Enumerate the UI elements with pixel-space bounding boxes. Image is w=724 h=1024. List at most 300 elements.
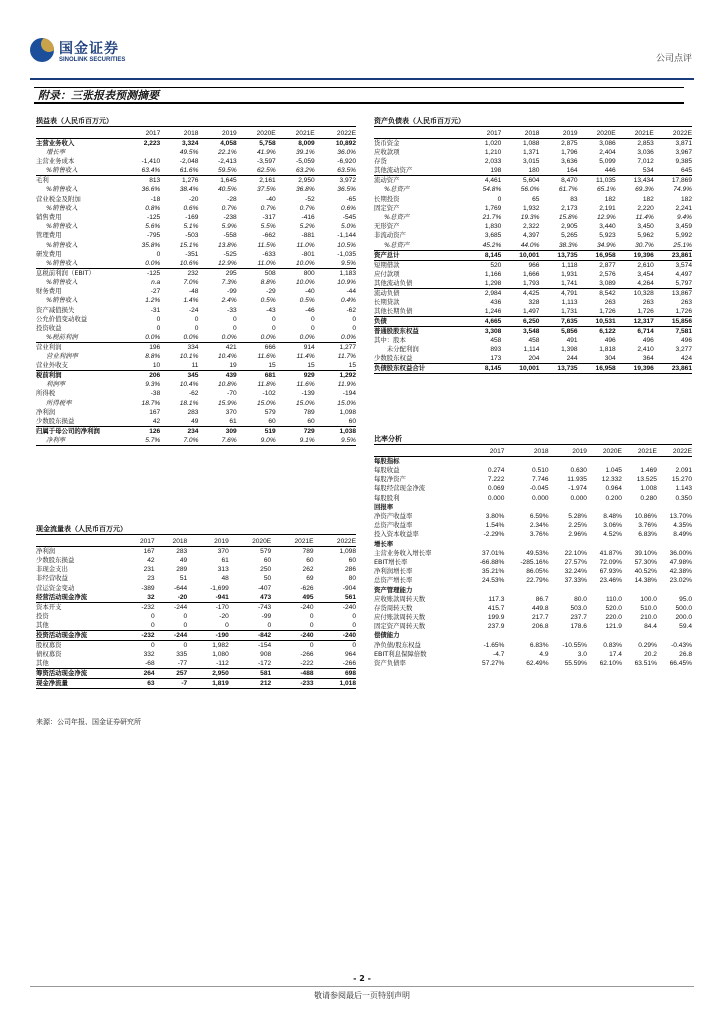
table-cell: 5,962 — [637, 232, 654, 240]
table-cell — [466, 503, 504, 512]
table-cell: 263 — [604, 298, 616, 306]
table-cell: 0.5% — [299, 297, 315, 305]
table-row — [36, 399, 356, 408]
table-cell: -44 — [346, 288, 356, 296]
table-cell: 11.7% — [337, 353, 356, 361]
row-label: 其中：股本 — [374, 335, 406, 344]
table-cell: 62.10% — [599, 660, 622, 668]
table-cell: 13.8% — [218, 241, 237, 249]
table-cell: -40 — [266, 195, 276, 203]
year-header-cell: 2021E — [276, 129, 315, 139]
row-label: 净利润 — [36, 407, 56, 416]
row-label: %总资产 — [374, 241, 466, 251]
year-header-cell: 2020E — [578, 129, 616, 139]
table-cell: 0 — [233, 315, 237, 323]
table-cell: 496 — [642, 336, 654, 344]
row-label: 股权募资 — [36, 640, 62, 649]
table-row — [36, 157, 356, 166]
table-cell: -112 — [187, 659, 229, 669]
table-cell: 60 — [306, 557, 314, 565]
table-cell: 0 — [309, 641, 314, 649]
table-cell: 1,731 — [539, 307, 577, 317]
year-header-cell: 2019 — [187, 537, 229, 547]
table-cell: 3,685 — [484, 232, 502, 240]
table-cell: 15.270 — [671, 476, 692, 484]
table-cell: 2,220 — [637, 204, 654, 212]
table-cell: -558 — [223, 232, 237, 240]
row-label: 流动资产 — [374, 176, 400, 185]
row-label: 货币资金 — [374, 139, 400, 147]
table-cell: 3,324 — [181, 140, 199, 147]
row-label: 研发费用 — [36, 249, 62, 258]
table-row — [36, 602, 356, 612]
table-cell: 38.3% — [539, 241, 577, 251]
table-cell: -644 — [174, 584, 188, 592]
table-cell: 6.59% — [529, 513, 549, 521]
table-cell: 210.0 — [640, 614, 657, 622]
table-cell — [466, 540, 504, 549]
table-cell: 681 — [264, 372, 276, 380]
table-cell — [587, 631, 622, 640]
row-label: 存货 — [374, 157, 387, 166]
row-label: 资产负债率 — [374, 659, 406, 668]
table-cell: 1,741 — [539, 279, 577, 289]
table-cell: 3,308 — [484, 327, 502, 335]
table-cell: 666 — [264, 344, 276, 351]
table-cell: 35.8% — [141, 241, 161, 249]
table-cell: -795 — [147, 232, 161, 240]
table-cell: 2.25% — [568, 522, 587, 530]
table-cell: 10,001 — [501, 250, 539, 260]
table-cell: 2,033 — [484, 158, 502, 166]
table-row — [36, 231, 356, 240]
year-header-cell: 2022E — [315, 129, 356, 139]
year-header-cell: 2019 — [198, 129, 236, 139]
table-cell: 3.80% — [485, 513, 505, 521]
table-cell: 1,038 — [339, 427, 356, 435]
table-cell — [657, 503, 692, 512]
table-cell: 25.1% — [654, 241, 692, 251]
table-cell: 9.1% — [276, 436, 315, 446]
table-row — [374, 345, 692, 354]
table-cell: 0 — [352, 315, 356, 323]
table-cell: 15.0% — [337, 399, 356, 407]
table-cell — [549, 540, 587, 549]
table-cell: 8,009 — [298, 140, 315, 147]
table-cell: 1,113 — [561, 298, 578, 306]
table-cell — [504, 540, 548, 549]
row-label: 少数股东权益 — [374, 354, 466, 364]
table-cell: 496 — [680, 336, 692, 344]
table-row — [374, 326, 692, 336]
row-label: 无形资产 — [374, 222, 400, 231]
table-row — [374, 213, 692, 222]
table-cell: 0.0% — [122, 259, 160, 269]
table-cell: -27 — [150, 288, 161, 296]
table-cell: 0.5% — [260, 297, 276, 305]
table-cell: -70 — [227, 390, 237, 398]
table-cell: 1,932 — [522, 204, 540, 212]
row-label: 流动负债 — [374, 288, 400, 297]
row-label: 利润率 — [46, 380, 66, 389]
table-cell: 59.5% — [198, 166, 236, 176]
row-label: EBIT增长率 — [374, 557, 408, 566]
table-cell: 61.7% — [558, 186, 578, 194]
table-cell: -503 — [185, 232, 199, 240]
table-cell: 8.8% — [145, 353, 161, 361]
table-cell: 286 — [344, 566, 356, 574]
table-cell: 19 — [198, 361, 236, 371]
table-cell: 0.000 — [487, 494, 505, 502]
table-cell: 4.9 — [539, 650, 549, 658]
table-cell: 0.8% — [145, 204, 161, 212]
table-row — [374, 457, 692, 467]
table-cell: 0.0% — [237, 333, 276, 343]
table-cell: 2,173 — [561, 204, 578, 212]
table-cell: 95.0 — [679, 595, 692, 603]
row-label: 资产总计 — [374, 250, 466, 260]
year-header-cell: 2017 — [466, 129, 501, 139]
table-cell: 0.7% — [260, 204, 276, 212]
table-cell: 10.9% — [337, 278, 356, 286]
table-cell: 8.8% — [260, 278, 276, 286]
table-row — [374, 484, 692, 493]
footer-divider — [30, 986, 694, 987]
table-cell: 11.8% — [257, 381, 276, 389]
table-row — [36, 195, 356, 204]
table-row — [374, 298, 692, 307]
table-cell: 5,856 — [561, 327, 578, 335]
table-cell: 5,099 — [599, 158, 616, 166]
row-label: 负债股东权益合计 — [374, 364, 466, 374]
table-cell: -170 — [215, 603, 229, 611]
table-cell: 17,869 — [671, 177, 692, 185]
table-cell: 7.0% — [160, 436, 198, 446]
table-cell: 36.0% — [337, 149, 356, 157]
table-cell: 1,018 — [314, 679, 356, 689]
table-cell: 206.8 — [532, 623, 549, 631]
row-label: %销售收入 — [46, 296, 78, 305]
table-cell: 334 — [187, 344, 199, 351]
table-row — [374, 166, 692, 176]
table-cell: 579 — [260, 548, 272, 555]
year-header-blank — [374, 129, 466, 139]
row-label: 管理费用 — [36, 231, 62, 240]
table-cell: 65.1% — [597, 186, 616, 194]
table-cell: -194 — [342, 390, 356, 398]
row-label: %税前利润 — [36, 333, 122, 343]
table-row — [374, 622, 692, 631]
year-header-cell: 2020E — [237, 129, 276, 139]
table-cell: 6,122 — [599, 327, 616, 335]
table-cell: 3,967 — [675, 149, 692, 157]
table-cell: 23,861 — [654, 364, 692, 374]
table-cell: 0 — [497, 195, 502, 203]
table-cell: 10.0% — [296, 278, 315, 286]
table-cell: 198 — [466, 166, 501, 176]
table-cell: 39.1% — [296, 149, 315, 157]
row-label: 主营业务收入 — [36, 139, 75, 147]
table-cell: 1,982 — [212, 641, 229, 649]
table-cell: 45.2% — [466, 241, 501, 251]
row-label: 主营业务收入增长率 — [374, 548, 432, 557]
table-cell: 173 — [466, 354, 501, 364]
table-row — [36, 659, 356, 669]
table-cell: 561 — [314, 593, 356, 603]
table-cell: 13.70% — [669, 513, 692, 521]
table-cell: 61.6% — [160, 166, 198, 176]
table-row — [374, 549, 692, 558]
table-cell: -139 — [301, 390, 315, 398]
table-cell: 0 — [309, 612, 314, 620]
row-label: 非现金支出 — [36, 565, 68, 574]
table-cell: 237.9 — [487, 623, 505, 631]
table-cell: 3,277 — [675, 346, 692, 354]
table-cell: 12.9% — [198, 259, 236, 269]
table-cell: 231 — [143, 566, 155, 574]
table-cell: 0.000 — [570, 494, 587, 502]
table-cell: 56.0% — [520, 186, 540, 194]
table-cell: 5,758 — [259, 140, 276, 147]
table-cell: -190 — [187, 630, 229, 640]
table-cell: 289 — [176, 566, 188, 574]
table-cell: 263 — [680, 298, 692, 306]
table-cell: 10,001 — [501, 364, 539, 374]
row-label: 营业税金及附加 — [36, 194, 81, 203]
row-label: 其他流动资产 — [374, 166, 466, 176]
table-cell: 42.38% — [669, 568, 692, 576]
table-row — [36, 166, 356, 176]
table-cell: 51 — [179, 575, 188, 583]
table-cell: 1,931 — [561, 270, 578, 278]
table-cell: 63.5% — [315, 166, 356, 176]
table-cell: -389 — [141, 584, 155, 592]
table-cell: 3,089 — [578, 279, 616, 289]
table-cell: 178.6 — [570, 623, 587, 631]
year-header-blank — [36, 537, 122, 547]
table-row — [36, 324, 356, 333]
table-cell: 121.9 — [605, 623, 622, 631]
table-cell: 49 — [179, 557, 188, 565]
table-cell: 61 — [221, 557, 229, 565]
table-cell: 10.1% — [179, 353, 199, 361]
row-label: 投资 — [36, 611, 49, 620]
table-cell: 9.5% — [315, 436, 356, 446]
table-cell: 6.83% — [638, 531, 657, 539]
table-cell: -125 — [147, 269, 161, 277]
table-cell: 520 — [490, 261, 502, 269]
table-cell: 7.6% — [198, 436, 236, 446]
table-cell: 100.0 — [640, 595, 657, 603]
table-cell: 36.00% — [669, 549, 692, 557]
table-cell: 9,385 — [675, 158, 692, 166]
table-cell: 1,088 — [522, 140, 540, 147]
table-cell: 11.935 — [567, 476, 587, 484]
table-row — [374, 354, 692, 364]
table-cell: 789 — [302, 548, 314, 555]
table-cell: 3,459 — [675, 223, 692, 231]
table-cell: 2.091 — [675, 467, 692, 475]
table-cell: 22.79% — [526, 577, 549, 585]
table-row — [374, 204, 692, 213]
table-cell: 69 — [306, 575, 314, 583]
table-cell: 22.10% — [564, 549, 587, 557]
table-cell: 473 — [229, 593, 271, 603]
table-cell: -62 — [188, 390, 199, 398]
table-cell: 72.09% — [599, 558, 622, 566]
table-cell: 364 — [616, 354, 654, 364]
table-cell: -232 — [141, 603, 155, 611]
table-cell: 0 — [229, 621, 271, 631]
table-cell: 11.0% — [296, 241, 315, 249]
table-cell: 313 — [217, 566, 229, 574]
table-row — [374, 604, 692, 613]
table-cell: 199.9 — [487, 614, 505, 622]
row-label: %销售收入 — [36, 166, 122, 176]
table-cell: 914 — [303, 344, 315, 351]
table-cell: 1,080 — [212, 651, 229, 659]
table-cell: 263 — [642, 298, 654, 306]
year-header-cell: 2017 — [122, 537, 155, 547]
table-row — [36, 593, 356, 603]
table-cell: 20.2 — [644, 650, 657, 658]
table-cell: 0 — [122, 621, 155, 631]
table-row — [374, 540, 692, 549]
table-cell: -18 — [150, 195, 161, 203]
table-row — [36, 679, 356, 689]
table-cell — [587, 503, 622, 512]
table-cell: 1,371 — [522, 149, 540, 157]
table-cell: 0 — [271, 621, 313, 631]
table-row — [374, 512, 692, 521]
year-header-row — [36, 537, 356, 547]
year-header-row — [36, 129, 356, 139]
table-cell: 1,118 — [561, 261, 578, 269]
table-cell — [466, 457, 504, 467]
table-cell: 0 — [352, 641, 356, 649]
table-cell — [657, 585, 692, 594]
row-label: %销售收入 — [46, 222, 78, 231]
table-row — [374, 576, 692, 585]
table-cell: 0 — [233, 324, 237, 332]
table-cell: 2,576 — [599, 270, 616, 278]
table-row — [374, 157, 692, 166]
table-cell: 1.54% — [485, 522, 505, 530]
table-row — [36, 296, 356, 305]
table-row — [36, 213, 356, 222]
table-cell: 4,425 — [522, 289, 540, 297]
table-cell: 0 — [311, 315, 315, 323]
table-cell: 534 — [616, 166, 654, 176]
row-label: 增长率 — [46, 148, 66, 157]
row-label: 毛利 — [36, 176, 49, 185]
row-label: 少数股东损益 — [36, 417, 122, 427]
table-cell: -28 — [227, 195, 237, 203]
row-label: 净利率 — [36, 436, 122, 446]
year-header-blank — [374, 447, 466, 457]
table-cell: 0.274 — [487, 467, 505, 475]
row-label: 所得税率 — [46, 398, 72, 407]
table-cell: 220.0 — [605, 614, 622, 622]
year-header-cell: 2021E — [616, 129, 654, 139]
table-cell: 0 — [155, 621, 188, 631]
table-cell: 11.0% — [237, 259, 276, 269]
table-cell: -68 — [122, 659, 155, 669]
table-row — [374, 567, 692, 576]
year-header-cell: 2018 — [155, 537, 188, 547]
table-cell: -125 — [147, 214, 161, 222]
table-cell: -52 — [305, 195, 315, 203]
table-cell: 54.8% — [482, 186, 502, 194]
table-cell: 5,265 — [561, 232, 578, 240]
table-cell: 0 — [352, 612, 356, 620]
row-label: 息税前利润（EBIT） — [36, 268, 95, 277]
table-cell: 36.5% — [337, 186, 356, 194]
table-cell: -941 — [187, 593, 229, 603]
table-row — [374, 466, 692, 475]
table-cell: -240 — [342, 603, 356, 611]
table-cell — [549, 457, 587, 467]
table-row — [36, 640, 356, 650]
table-cell: 908 — [260, 651, 272, 659]
table-cell: 5.0% — [340, 223, 356, 231]
table-row — [36, 176, 356, 186]
year-header-cell: 2019 — [549, 447, 587, 457]
table-cell: 1,819 — [187, 679, 229, 689]
table-row — [374, 336, 692, 345]
table-cell: 929 — [303, 372, 315, 380]
table-row — [374, 148, 692, 157]
table-cell: 3,871 — [675, 140, 692, 147]
cashflow-table — [36, 537, 356, 689]
row-label: 总资产收益率 — [374, 521, 413, 530]
table-cell: -154 — [257, 641, 272, 649]
table-row — [374, 185, 692, 194]
row-label: 净利润 — [36, 547, 56, 555]
table-cell: 244 — [539, 354, 577, 364]
row-label: EBIT利息保障倍数 — [374, 649, 427, 658]
table-cell: 1,276 — [181, 177, 199, 185]
table-cell: 789 — [303, 408, 315, 416]
table-cell: 370 — [217, 548, 229, 555]
balance-heading: 资产负债表（人民币百万元） — [374, 116, 692, 127]
table-row — [374, 279, 692, 289]
table-cell — [466, 631, 504, 640]
table-cell: 39.10% — [634, 549, 657, 557]
table-cell: 9.3% — [145, 381, 161, 389]
table-cell: 8,145 — [466, 250, 501, 260]
table-cell: 0 — [183, 612, 188, 620]
table-cell: 698 — [314, 669, 356, 679]
table-cell: 5.1% — [183, 223, 199, 231]
table-cell: 10.8% — [218, 381, 237, 389]
table-row — [36, 417, 356, 427]
table-row — [374, 260, 692, 270]
table-cell: 0.280 — [640, 494, 657, 502]
table-cell: 23 — [147, 575, 155, 583]
table-cell: -1.65% — [483, 641, 505, 649]
report-type: 公司点评 — [655, 54, 692, 64]
table-cell: 304 — [578, 354, 616, 364]
table-row — [36, 650, 356, 659]
table-cell: 15.8% — [558, 214, 578, 222]
table-cell: 4.52% — [603, 531, 622, 539]
table-cell: -99 — [261, 612, 272, 620]
table-cell: 581 — [229, 669, 271, 679]
row-label: %销售收入 — [46, 185, 78, 194]
table-cell: 60 — [348, 557, 356, 565]
table-cell: 27.57% — [564, 558, 587, 566]
